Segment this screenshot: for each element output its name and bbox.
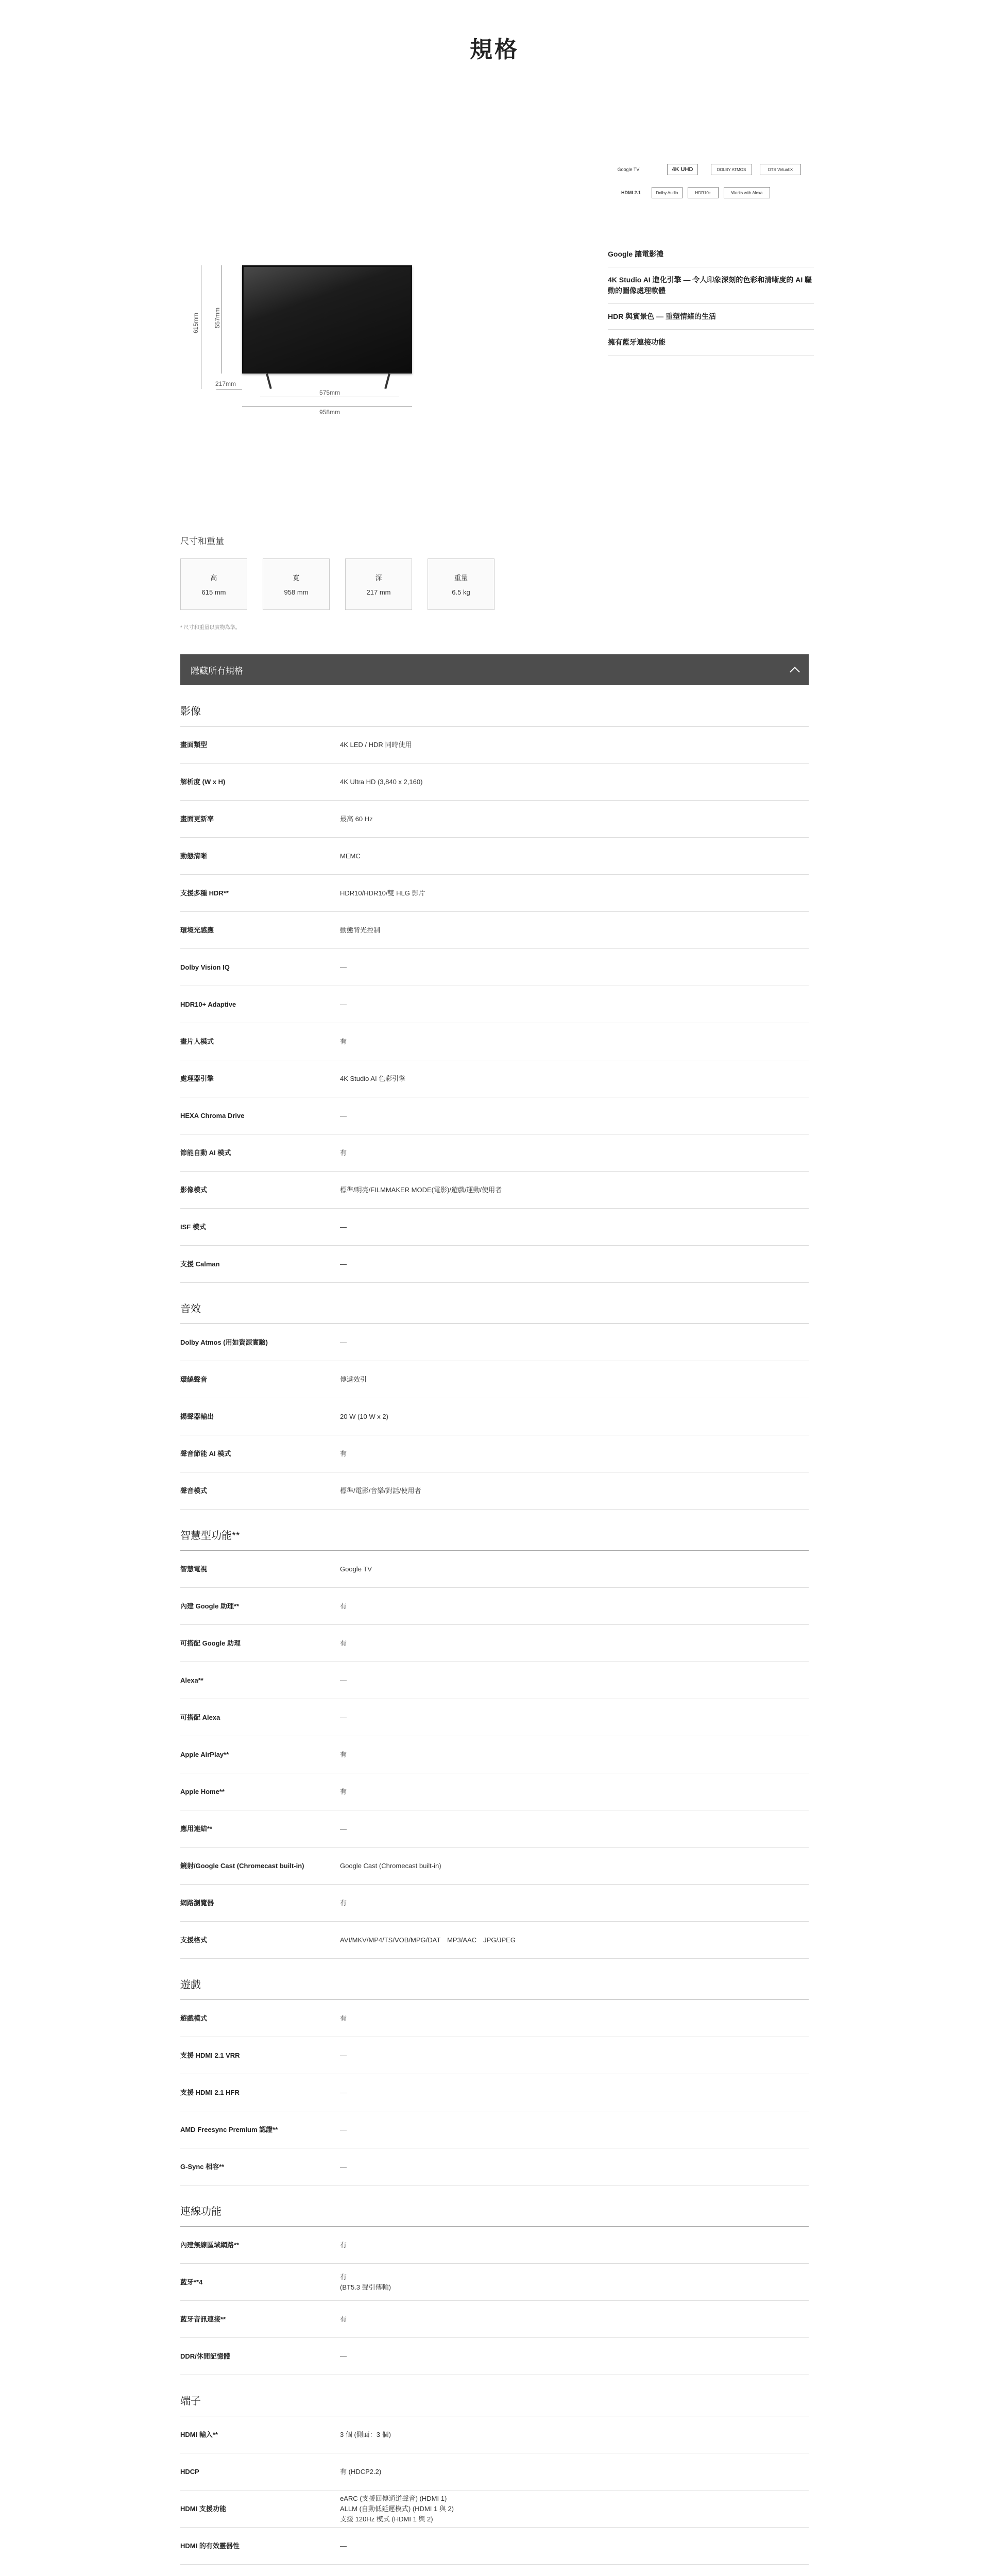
- spec-key: Apple Home**: [180, 1787, 225, 1795]
- spec-key: 揚聲器輸出: [180, 1412, 214, 1420]
- spec-value: 有: [340, 2014, 347, 2022]
- spec-value: 最高 60 Hz: [340, 815, 373, 823]
- spec-key: 遊戲模式: [180, 2014, 208, 2022]
- spec-row: [180, 1398, 809, 1435]
- size-box-width: [263, 558, 330, 610]
- spec-value: —: [340, 1000, 347, 1008]
- size-box-weight: [428, 558, 494, 610]
- spec-value: 標準/電影/音樂/對話/使用者: [340, 1486, 421, 1495]
- spec-value: —: [340, 2541, 347, 2550]
- spec-key: 內建 Google 助理**: [180, 1602, 240, 1610]
- spec-row: [180, 2264, 809, 2301]
- spec-key: HDMI 輸入**: [180, 2430, 218, 2438]
- spec-key: 節能自動 AI 模式: [180, 1148, 231, 1157]
- spec-value: 有: [340, 1899, 347, 1907]
- spec-value: eARC (支援回傳通道聲音) (HDMI 1) ALLM (自動低延遲模式) (HDMI 1 與 2) 支援 120Hz 模式 (HDMI 1 與 2): [340, 2494, 454, 2523]
- spec-key: 藍牙**4: [180, 2278, 203, 2286]
- spec-row: [180, 2111, 809, 2148]
- size-label: 高: [210, 574, 217, 582]
- spec-key: HDR10+ Adaptive: [180, 1000, 236, 1008]
- stand-width-label: 575mm: [319, 389, 340, 396]
- spec-row: [180, 1097, 809, 1134]
- spec-key: ISF 模式: [180, 1223, 206, 1231]
- feature-item: Google 讓電影禮: [608, 245, 814, 267]
- size-label: 重量: [454, 574, 468, 582]
- spec-key: 影像模式: [180, 1185, 208, 1194]
- spec-key: 智慧電視: [180, 1565, 208, 1573]
- spec-row: [180, 1662, 809, 1699]
- spec-value: 3 個 (側面：3 個): [340, 2430, 391, 2438]
- size-note: * 尺寸和重量以實物為準。: [180, 625, 241, 631]
- spec-row: [180, 2453, 809, 2490]
- spec-key: 畫片人模式: [180, 1037, 214, 1045]
- spec-row: [180, 1060, 809, 1097]
- alexa-logo: Works with Alexa: [724, 187, 770, 198]
- width-label: 958mm: [319, 409, 340, 416]
- size-value: 615 mm: [201, 588, 226, 596]
- spec-value: 有: [340, 2241, 347, 2249]
- spec-value: —: [340, 1713, 347, 1721]
- spec-value: 有: [340, 1750, 347, 1758]
- spec-row: [180, 1588, 809, 1625]
- spec-row: [180, 2037, 809, 2074]
- spec-key: 解析度 (W x H): [180, 777, 226, 786]
- spec-key: 網路瀏覽器: [180, 1899, 214, 1907]
- spec-value: —: [340, 963, 347, 971]
- spec-value: 有: [340, 1639, 347, 1647]
- size-label: 深: [375, 574, 382, 582]
- spec-row: [180, 1922, 809, 1959]
- spec-key: 畫面更新率: [180, 815, 214, 823]
- spec-row: [180, 1885, 809, 1922]
- spec-value: Google TV: [340, 1565, 372, 1573]
- spec-row: [180, 1625, 809, 1662]
- spec-row: [180, 2301, 809, 2338]
- size-boxes: [180, 558, 494, 610]
- spec-value: 有: [340, 1787, 347, 1795]
- spec-row: [180, 1361, 809, 1398]
- spec-value: 20 W (10 W x 2): [340, 1412, 388, 1420]
- feature-item: 擁有藍牙連接功能: [608, 330, 814, 355]
- tv-dimension-illustration: [165, 242, 494, 484]
- spec-row: [180, 1246, 809, 1283]
- spec-row: [180, 1023, 809, 1060]
- spec-key: 鏡射/Google Cast (Chromecast built-in): [180, 1861, 304, 1870]
- spec-row: [180, 2000, 809, 2037]
- spec-section-title: 影像: [180, 685, 809, 726]
- spec-value: Google Cast (Chromecast built-in): [340, 1861, 441, 1870]
- size-value: 217 mm: [366, 588, 391, 596]
- spec-row: [180, 2338, 809, 2375]
- spec-value: —: [340, 1338, 347, 1346]
- 4k-uhd-logo: 4K UHD: [667, 164, 698, 175]
- spec-value: —: [340, 1260, 347, 1268]
- tv-stand-right: [384, 374, 390, 389]
- dolby-atmos-logo: DOLBY ATMOS: [711, 164, 752, 175]
- spec-row: [180, 1324, 809, 1361]
- spec-value: —: [340, 2088, 347, 2096]
- spec-row: [180, 1209, 809, 1246]
- spec-key: 可搭配 Alexa: [180, 1713, 220, 1721]
- spec-key: 支援多種 HDR**: [180, 889, 229, 897]
- spec-row: [180, 2227, 809, 2264]
- page-title: 規格: [470, 37, 519, 62]
- spec-value: —: [340, 1223, 347, 1231]
- spec-row: [180, 764, 809, 801]
- spec-row: [180, 1551, 809, 1588]
- spec-key: 支援 HDMI 2.1 HFR: [180, 2088, 240, 2096]
- spec-section-title: 端子: [180, 2375, 809, 2416]
- feature-list: [608, 245, 814, 355]
- spec-row: [180, 1172, 809, 1209]
- spec-value: 動態背光控制: [340, 926, 381, 934]
- google-tv-logo: Google TV: [617, 167, 640, 172]
- spec-row: [180, 986, 809, 1023]
- spec-value: 標準/明亮/FILMMAKER MODE(電影)/遊戲/運動/使用者: [340, 1185, 502, 1194]
- spec-row: [180, 912, 809, 949]
- spec-row: [180, 1699, 809, 1736]
- spec-row: [180, 1736, 809, 1773]
- spec-value: 有 (BT5.3 聲引傳輸): [340, 2273, 391, 2291]
- spec-key: DDR/休閒記憶體: [180, 2352, 230, 2360]
- chevron-up-icon: [790, 667, 800, 677]
- size-box-depth: [345, 558, 412, 610]
- spec-value: —: [340, 2051, 347, 2059]
- spec-value: 有: [340, 2315, 347, 2323]
- size-section-title: 尺寸和重量: [180, 536, 224, 546]
- size-value: 958 mm: [284, 588, 309, 596]
- spec-section-title: 音效: [180, 1283, 809, 1324]
- spec-value: 傳遞效引: [340, 1375, 367, 1383]
- spec-row: [180, 2490, 809, 2528]
- hdmi-logo: HDMI 2.1: [621, 190, 641, 195]
- spec-key: Apple AirPlay**: [180, 1750, 229, 1758]
- spec-value: MEMC: [340, 852, 361, 860]
- spec-key: 處理器引擎: [180, 1074, 214, 1082]
- spec-value: 4K LED / HDR 同時使用: [340, 740, 412, 749]
- feature-item: HDR 與實景色 — 重塑情緒的生活: [608, 304, 814, 330]
- spec-key: 藍牙音訊連接**: [180, 2315, 226, 2323]
- size-box-height: [180, 558, 247, 610]
- spec-row: [180, 1848, 809, 1885]
- spec-value: 有: [340, 1148, 347, 1157]
- spec-key: 內建無線區域網路**: [180, 2241, 240, 2249]
- spec-row: [180, 726, 809, 764]
- feature-logos: [605, 164, 811, 231]
- spec-value: 4K Ultra HD (3,840 x 2,160): [340, 777, 423, 786]
- spec-key: AMD Freesync Premium 認證**: [180, 2125, 278, 2133]
- spec-section-title: 遊戲: [180, 1959, 809, 2000]
- tv-stand-left: [266, 374, 272, 389]
- spec-value: —: [340, 1676, 347, 1684]
- spec-key: 動態清晰: [180, 852, 208, 860]
- spec-key: 環境光感應: [180, 926, 214, 934]
- spec-value: —: [340, 1824, 347, 1833]
- spec-row: [180, 1134, 809, 1172]
- tv-image: [242, 265, 412, 374]
- spec-key: HEXA Chroma Drive: [180, 1111, 245, 1120]
- depth-label: 217mm: [215, 380, 236, 387]
- spec-row: [180, 2416, 809, 2453]
- spec-value: HDR10/HDR10/雙 HLG 影片: [340, 889, 425, 897]
- spec-key: HDMI 的有效靈器性: [180, 2541, 240, 2550]
- spec-row: [180, 875, 809, 912]
- spec-row: [180, 2074, 809, 2111]
- spec-row: [180, 2565, 809, 2576]
- spec-row: [180, 2148, 809, 2185]
- spec-value: —: [340, 2352, 347, 2360]
- size-label: 寬: [293, 574, 300, 582]
- spec-key: 環繞聲音: [180, 1375, 208, 1383]
- spec-value: —: [340, 1111, 347, 1120]
- dts-virtual-x-logo: DTS Virtual:X: [760, 164, 801, 175]
- spec-key: Dolby Atmos (用如資源實驗): [180, 1338, 268, 1346]
- spec-value: 有: [340, 1449, 347, 1458]
- height-label: 615mm: [192, 312, 200, 334]
- spec-row: [180, 801, 809, 838]
- spec-key: 畫面類型: [180, 740, 208, 749]
- spec-key: Alexa**: [180, 1676, 203, 1684]
- spec-value: 有 (HDCP2.2): [340, 2467, 382, 2476]
- spec-key: 聲音模式: [180, 1486, 208, 1495]
- spec-table: [180, 685, 809, 2576]
- spec-row: [180, 1773, 809, 1810]
- spec-key: 支援 Calman: [180, 1260, 220, 1268]
- screen-height-label: 557mm: [214, 307, 221, 329]
- spec-key: 可搭配 Google 助理: [180, 1639, 241, 1647]
- spec-value: AVI/MKV/MP4/TS/VOB/MPG/DAT MP3/AAC JPG/JPEG: [340, 1936, 516, 1944]
- screen-height-line: [221, 265, 222, 374]
- toggle-all-specs-button[interactable]: [180, 654, 809, 685]
- spec-value: 4K Studio AI 色彩引擎: [340, 1074, 406, 1082]
- spec-value: 有: [340, 1037, 347, 1045]
- spec-row: [180, 1435, 809, 1472]
- spec-row: [180, 1810, 809, 1848]
- feature-item: 4K Studio AI 進化引擎 — 令人印象深刻的色彩和清晰度的 AI 驅動的圖像處理軟體: [608, 267, 814, 304]
- spec-key: Dolby Vision IQ: [180, 963, 230, 971]
- spec-row: [180, 838, 809, 875]
- size-value: 6.5 kg: [452, 588, 470, 596]
- spec-row: [180, 2528, 809, 2565]
- spec-row: [180, 1472, 809, 1510]
- spec-key: 支援 HDMI 2.1 VRR: [180, 2051, 240, 2059]
- spec-value: 有: [340, 1602, 347, 1610]
- spec-value: —: [340, 2125, 347, 2133]
- hdr10plus-logo: HDR10+: [688, 187, 719, 198]
- spec-section-title: 連線功能: [180, 2185, 809, 2227]
- spec-section-title: 智慧型功能**: [180, 1510, 809, 1551]
- spec-value: —: [340, 2162, 347, 2171]
- toggle-all-specs-label: 隱藏所有規格: [191, 666, 243, 676]
- spec-key: HDMI 支援功能: [180, 2504, 226, 2513]
- spec-key: G-Sync 相容**: [180, 2162, 225, 2171]
- spec-row: [180, 949, 809, 986]
- dolby-audio-logo: Dolby Audio: [652, 187, 683, 198]
- spec-key: 支援格式: [180, 1936, 208, 1944]
- spec-key: 應用連結**: [180, 1824, 213, 1833]
- spec-key: 聲音節能 AI 模式: [180, 1449, 231, 1458]
- spec-key: HDCP: [180, 2467, 199, 2476]
